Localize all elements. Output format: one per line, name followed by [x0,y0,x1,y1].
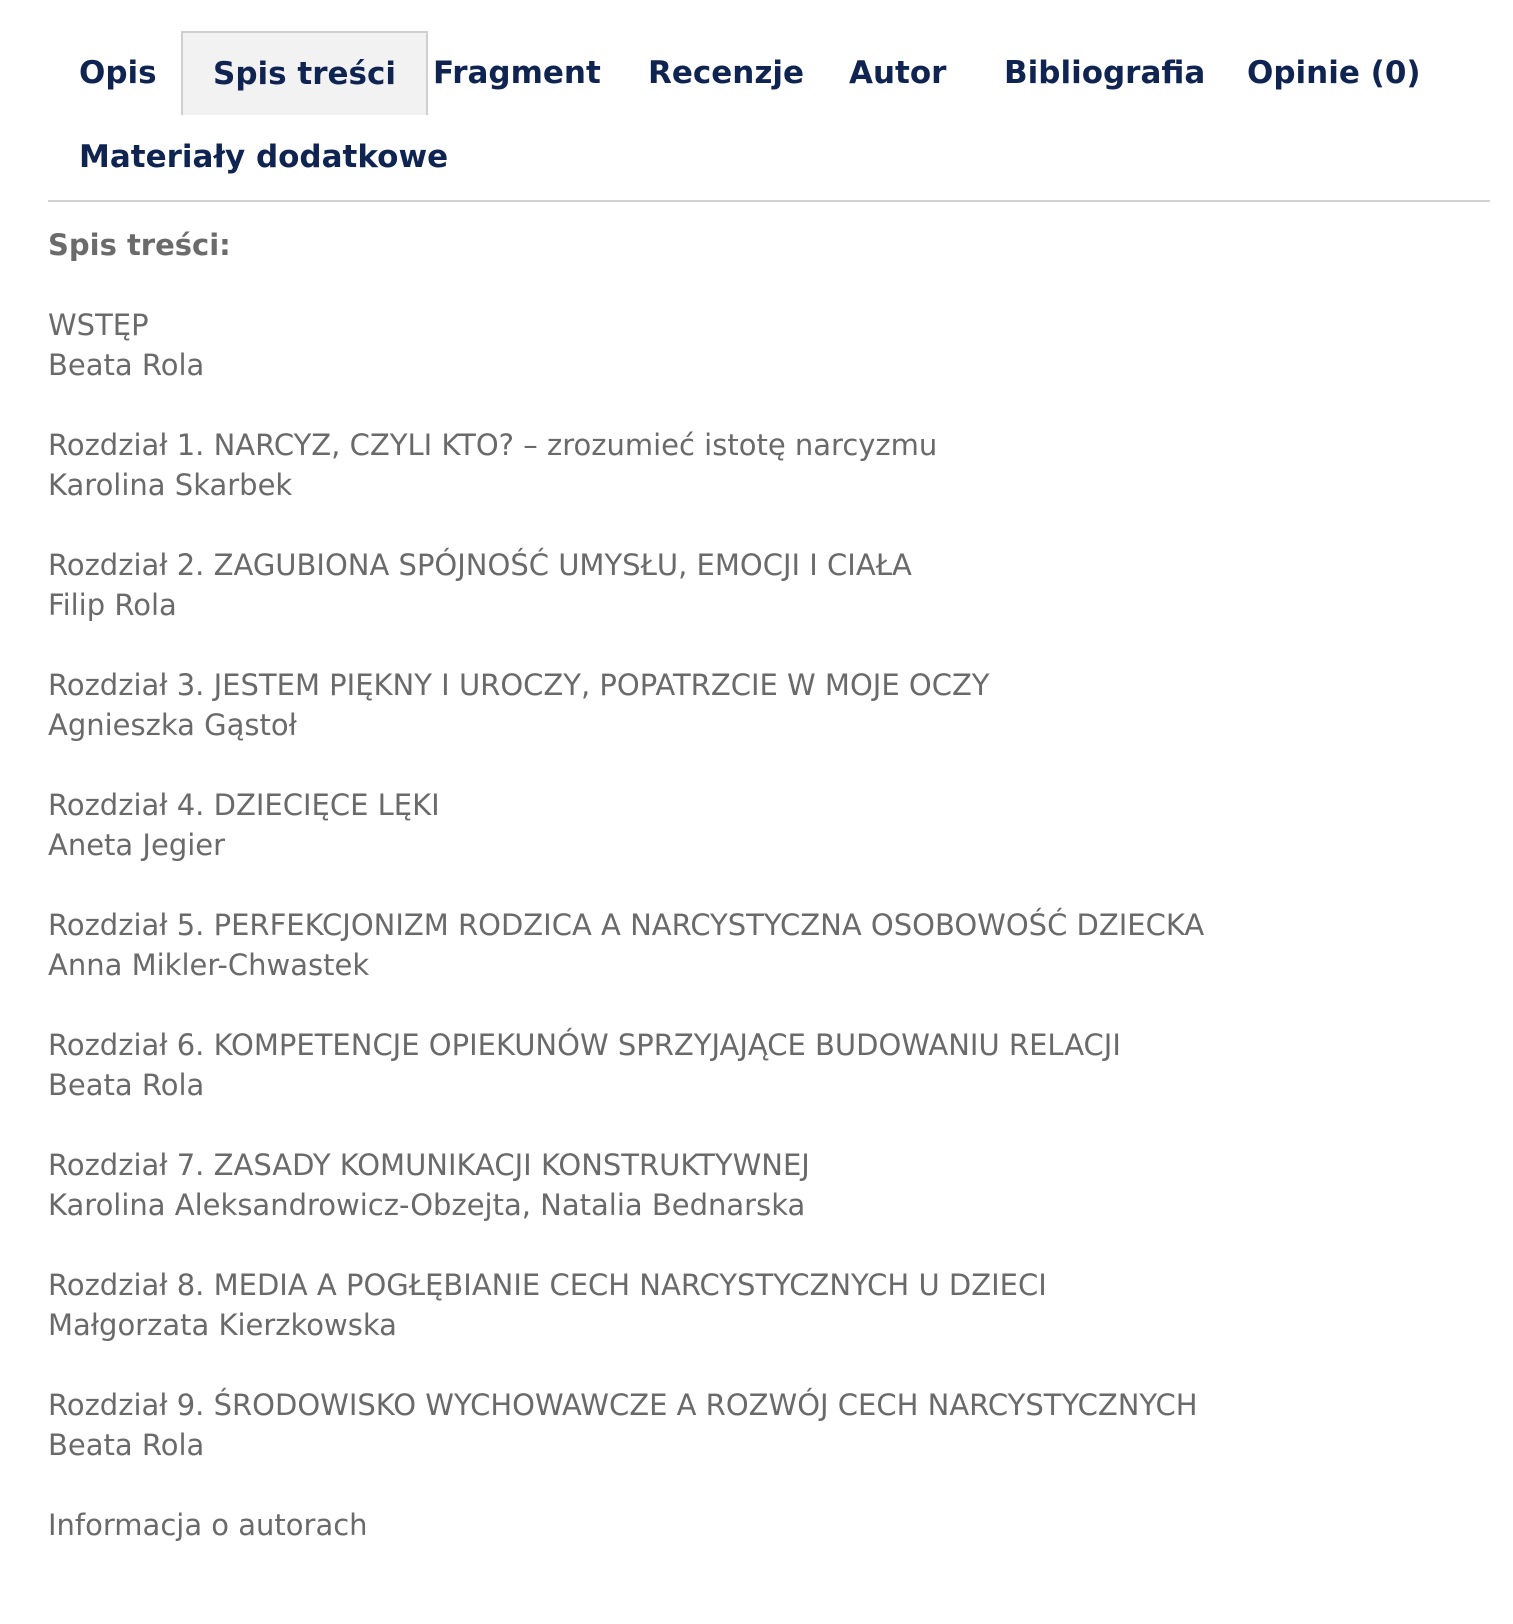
tab-autor[interactable]: Autor [849,55,947,91]
tab-spis-tresci[interactable]: Spis treści [181,31,428,115]
toc-entry-author: Beata Rola [48,348,205,382]
toc-entry-author: Filip Rola [48,588,177,622]
toc-entry [48,1265,1488,1345]
toc-entry-title: Rozdział 9. ŚRODOWISKO WYCHOWAWCZE A ROZWÓJ CECH NARCYSTYCZNYCH [48,1388,1198,1422]
toc-heading: Spis treści: [48,228,231,262]
tab-opis[interactable]: Opis [79,55,157,91]
toc-entry-author: Karolina Aleksandrowicz-Obzejta, Natalia Bednarska [48,1188,806,1222]
toc-entry [48,425,1488,505]
toc-entry-title: Rozdział 5. PERFEKCJONIZM RODZICA A NARCYSTYCZNA OSOBOWOŚĆ DZIECKA [48,908,1205,942]
toc-entry-title: Rozdział 7. ZASADY KOMUNIKACJI KONSTRUKTYWNEJ [48,1148,810,1182]
toc-entry [48,905,1488,985]
toc-entry-author: Anna Mikler-Chwastek [48,948,370,982]
toc-entry [48,1385,1488,1465]
toc-entry [48,785,1488,865]
toc-entry [48,545,1488,625]
toc-entry-author: Agnieszka Gąstoł [48,708,297,742]
toc-entry-author: Beata Rola [48,1068,205,1102]
tab-bibliografia[interactable]: Bibliografia [1004,55,1206,91]
toc-entry-title: WSTĘP [48,308,149,342]
toc-entry-title: Rozdział 4. DZIECIĘCE LĘKI [48,788,440,822]
product-tabs [48,31,1490,202]
toc-entry-title: Rozdział 8. MEDIA A POGŁĘBIANIE CECH NARCYSTYCZNYCH U DZIECI [48,1268,1047,1302]
toc-entry-author: Beata Rola [48,1428,205,1462]
authors-info: Informacja o autorach [48,1508,368,1542]
tab-fragment[interactable]: Fragment [433,55,601,91]
toc-entry-author: Karolina Skarbek [48,468,293,502]
tab-recenzje[interactable]: Recenzje [648,55,805,91]
tab-opinie[interactable]: Opinie (0) [1247,55,1421,91]
toc-entry-title: Rozdział 6. KOMPETENCJE OPIEKUNÓW SPRZYJAJĄCE BUDOWANIU RELACJI [48,1028,1121,1062]
toc-entry-author: Małgorzata Kierzkowska [48,1308,397,1342]
toc-entry [48,1025,1488,1105]
toc-entry [48,305,1488,385]
toc-entry-title: Rozdział 3. JESTEM PIĘKNY I UROCZY, POPATRZCIE W MOJE OCZY [48,668,990,702]
toc-entry-title: Rozdział 2. ZAGUBIONA SPÓJNOŚĆ UMYSŁU, EMOCJI I CIAŁA [48,548,912,582]
table-of-contents [48,225,1488,1545]
toc-entry [48,1145,1488,1225]
toc-entry-author: Aneta Jegier [48,828,226,862]
toc-entry [48,665,1488,745]
tab-materialy-dodatkowe[interactable]: Materiały dodatkowe [79,139,449,175]
toc-entry-title: Rozdział 1. NARCYZ, CZYLI KTO? – zrozumieć istotę narcyzmu [48,428,938,462]
